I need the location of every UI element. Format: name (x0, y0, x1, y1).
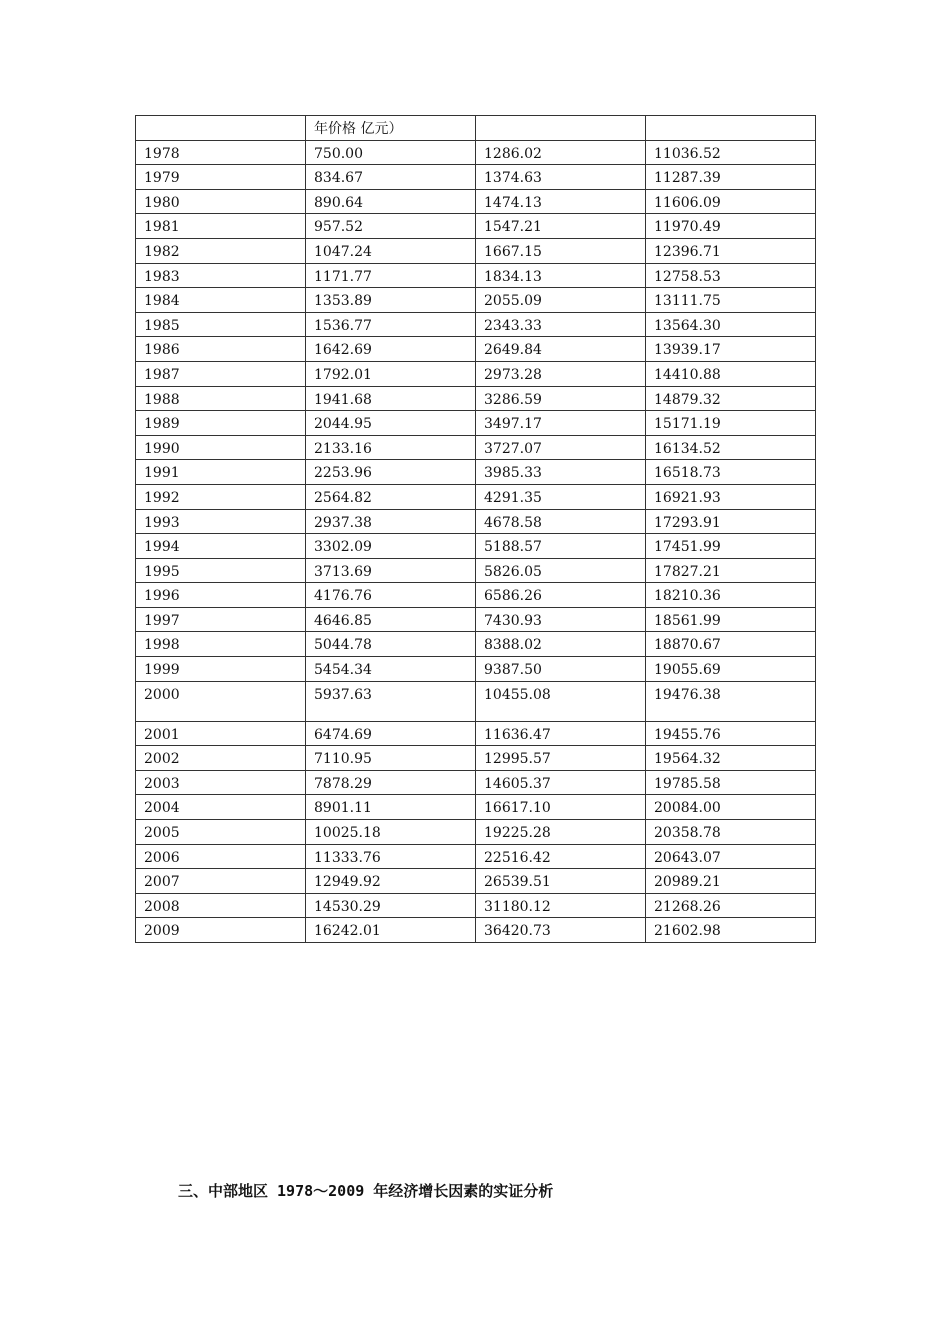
value-cell: 1047.24 (306, 238, 476, 263)
year-cell: 2000 (136, 681, 306, 721)
value-cell: 15171.19 (646, 411, 816, 436)
year-cell: 1986 (136, 337, 306, 362)
value-cell: 16921.93 (646, 484, 816, 509)
value-cell: 16617.10 (476, 795, 646, 820)
value-cell: 4291.35 (476, 484, 646, 509)
value-cell: 12949.92 (306, 869, 476, 894)
table-row (136, 534, 816, 559)
table-row (136, 484, 816, 509)
value-cell: 4646.85 (306, 607, 476, 632)
value-cell: 16242.01 (306, 918, 476, 943)
value-cell: 3727.07 (476, 435, 646, 460)
year-cell: 1978 (136, 140, 306, 165)
table-row (136, 607, 816, 632)
value-cell: 3985.33 (476, 460, 646, 485)
value-cell: 2973.28 (476, 361, 646, 386)
value-cell: 6474.69 (306, 721, 476, 746)
value-cell: 2937.38 (306, 509, 476, 534)
value-cell: 1642.69 (306, 337, 476, 362)
year-cell: 1982 (136, 238, 306, 263)
value-cell: 20358.78 (646, 820, 816, 845)
value-cell: 6586.26 (476, 583, 646, 608)
year-cell: 1999 (136, 657, 306, 682)
year-cell: 1997 (136, 607, 306, 632)
table-row (136, 189, 816, 214)
value-cell: 5826.05 (476, 558, 646, 583)
table-row (136, 770, 816, 795)
table-row (136, 721, 816, 746)
table-row (136, 681, 816, 721)
year-cell: 1998 (136, 632, 306, 657)
table-header-row (136, 116, 816, 141)
table-row (136, 288, 816, 313)
table-row (136, 361, 816, 386)
table-row (136, 140, 816, 165)
table-row (136, 460, 816, 485)
value-cell: 16518.73 (646, 460, 816, 485)
table-row (136, 795, 816, 820)
value-cell: 14410.88 (646, 361, 816, 386)
value-cell: 13939.17 (646, 337, 816, 362)
year-cell: 1995 (136, 558, 306, 583)
value-cell: 3497.17 (476, 411, 646, 436)
year-cell: 1991 (136, 460, 306, 485)
table-row (136, 337, 816, 362)
value-cell: 7878.29 (306, 770, 476, 795)
year-cell: 1987 (136, 361, 306, 386)
value-cell: 11036.52 (646, 140, 816, 165)
value-cell: 19225.28 (476, 820, 646, 845)
table-row (136, 509, 816, 534)
value-cell: 957.52 (306, 214, 476, 239)
year-cell: 1992 (136, 484, 306, 509)
header-cell (476, 116, 646, 141)
value-cell: 11287.39 (646, 165, 816, 190)
header-cell (136, 116, 306, 141)
table-row (136, 869, 816, 894)
value-cell: 5937.63 (306, 681, 476, 721)
value-cell: 13111.75 (646, 288, 816, 313)
table-row (136, 632, 816, 657)
value-cell: 19785.58 (646, 770, 816, 795)
value-cell: 2133.16 (306, 435, 476, 460)
value-cell: 10025.18 (306, 820, 476, 845)
value-cell: 3286.59 (476, 386, 646, 411)
table-row (136, 918, 816, 943)
year-cell: 1990 (136, 435, 306, 460)
value-cell: 890.64 (306, 189, 476, 214)
value-cell: 11333.76 (306, 844, 476, 869)
value-cell: 22516.42 (476, 844, 646, 869)
value-cell: 19455.76 (646, 721, 816, 746)
value-cell: 36420.73 (476, 918, 646, 943)
value-cell: 2564.82 (306, 484, 476, 509)
year-cell: 1985 (136, 312, 306, 337)
year-cell: 2007 (136, 869, 306, 894)
year-cell: 2006 (136, 844, 306, 869)
value-cell: 4678.58 (476, 509, 646, 534)
value-cell: 19055.69 (646, 657, 816, 682)
value-cell: 11636.47 (476, 721, 646, 746)
value-cell: 2253.96 (306, 460, 476, 485)
value-cell: 1474.13 (476, 189, 646, 214)
year-cell: 2003 (136, 770, 306, 795)
value-cell: 18210.36 (646, 583, 816, 608)
section-heading: 三、中部地区 1978～2009 年经济增长因素的实证分析 (178, 1182, 554, 1200)
value-cell: 750.00 (306, 140, 476, 165)
value-cell: 1353.89 (306, 288, 476, 313)
value-cell: 26539.51 (476, 869, 646, 894)
value-cell: 1547.21 (476, 214, 646, 239)
value-cell: 1286.02 (476, 140, 646, 165)
year-cell: 2004 (136, 795, 306, 820)
value-cell: 20989.21 (646, 869, 816, 894)
year-cell: 2008 (136, 893, 306, 918)
table-row (136, 386, 816, 411)
value-cell: 14530.29 (306, 893, 476, 918)
value-cell: 18870.67 (646, 632, 816, 657)
value-cell: 1374.63 (476, 165, 646, 190)
value-cell: 19564.32 (646, 746, 816, 771)
table-row (136, 263, 816, 288)
table-row (136, 214, 816, 239)
table-row (136, 746, 816, 771)
value-cell: 5188.57 (476, 534, 646, 559)
value-cell: 5044.78 (306, 632, 476, 657)
table-row (136, 820, 816, 845)
value-cell: 9387.50 (476, 657, 646, 682)
value-cell: 2044.95 (306, 411, 476, 436)
year-cell: 2002 (136, 746, 306, 771)
value-cell: 8388.02 (476, 632, 646, 657)
table-row (136, 411, 816, 436)
value-cell: 19476.38 (646, 681, 816, 721)
year-cell: 1984 (136, 288, 306, 313)
year-cell: 1994 (136, 534, 306, 559)
value-cell: 3713.69 (306, 558, 476, 583)
value-cell: 12995.57 (476, 746, 646, 771)
year-cell: 1996 (136, 583, 306, 608)
year-cell: 1988 (136, 386, 306, 411)
header-cell: 年价格 亿元） (306, 116, 476, 141)
value-cell: 2649.84 (476, 337, 646, 362)
table-row (136, 435, 816, 460)
value-cell: 17827.21 (646, 558, 816, 583)
value-cell: 3302.09 (306, 534, 476, 559)
value-cell: 11606.09 (646, 189, 816, 214)
value-cell: 16134.52 (646, 435, 816, 460)
value-cell: 1667.15 (476, 238, 646, 263)
value-cell: 18561.99 (646, 607, 816, 632)
year-cell: 2001 (136, 721, 306, 746)
value-cell: 12396.71 (646, 238, 816, 263)
year-cell: 1993 (136, 509, 306, 534)
value-cell: 1792.01 (306, 361, 476, 386)
table-row (136, 657, 816, 682)
value-cell: 20084.00 (646, 795, 816, 820)
value-cell: 21602.98 (646, 918, 816, 943)
value-cell: 2055.09 (476, 288, 646, 313)
value-cell: 4176.76 (306, 583, 476, 608)
value-cell: 17293.91 (646, 509, 816, 534)
table-row (136, 165, 816, 190)
value-cell: 31180.12 (476, 893, 646, 918)
year-cell: 1989 (136, 411, 306, 436)
value-cell: 17451.99 (646, 534, 816, 559)
value-cell: 13564.30 (646, 312, 816, 337)
year-cell: 1979 (136, 165, 306, 190)
table-row (136, 312, 816, 337)
value-cell: 2343.33 (476, 312, 646, 337)
value-cell: 1536.77 (306, 312, 476, 337)
table-row (136, 893, 816, 918)
value-cell: 834.67 (306, 165, 476, 190)
value-cell: 5454.34 (306, 657, 476, 682)
data-table (135, 115, 816, 943)
year-cell: 1980 (136, 189, 306, 214)
table-row (136, 238, 816, 263)
value-cell: 14605.37 (476, 770, 646, 795)
value-cell: 21268.26 (646, 893, 816, 918)
value-cell: 20643.07 (646, 844, 816, 869)
year-cell: 2005 (136, 820, 306, 845)
year-cell: 1981 (136, 214, 306, 239)
value-cell: 14879.32 (646, 386, 816, 411)
value-cell: 8901.11 (306, 795, 476, 820)
value-cell: 12758.53 (646, 263, 816, 288)
value-cell: 7430.93 (476, 607, 646, 632)
table-row (136, 844, 816, 869)
value-cell: 10455.08 (476, 681, 646, 721)
value-cell: 1171.77 (306, 263, 476, 288)
value-cell: 1834.13 (476, 263, 646, 288)
year-cell: 2009 (136, 918, 306, 943)
table-row (136, 583, 816, 608)
value-cell: 11970.49 (646, 214, 816, 239)
value-cell: 1941.68 (306, 386, 476, 411)
value-cell: 7110.95 (306, 746, 476, 771)
table-row (136, 558, 816, 583)
year-cell: 1983 (136, 263, 306, 288)
header-cell (646, 116, 816, 141)
